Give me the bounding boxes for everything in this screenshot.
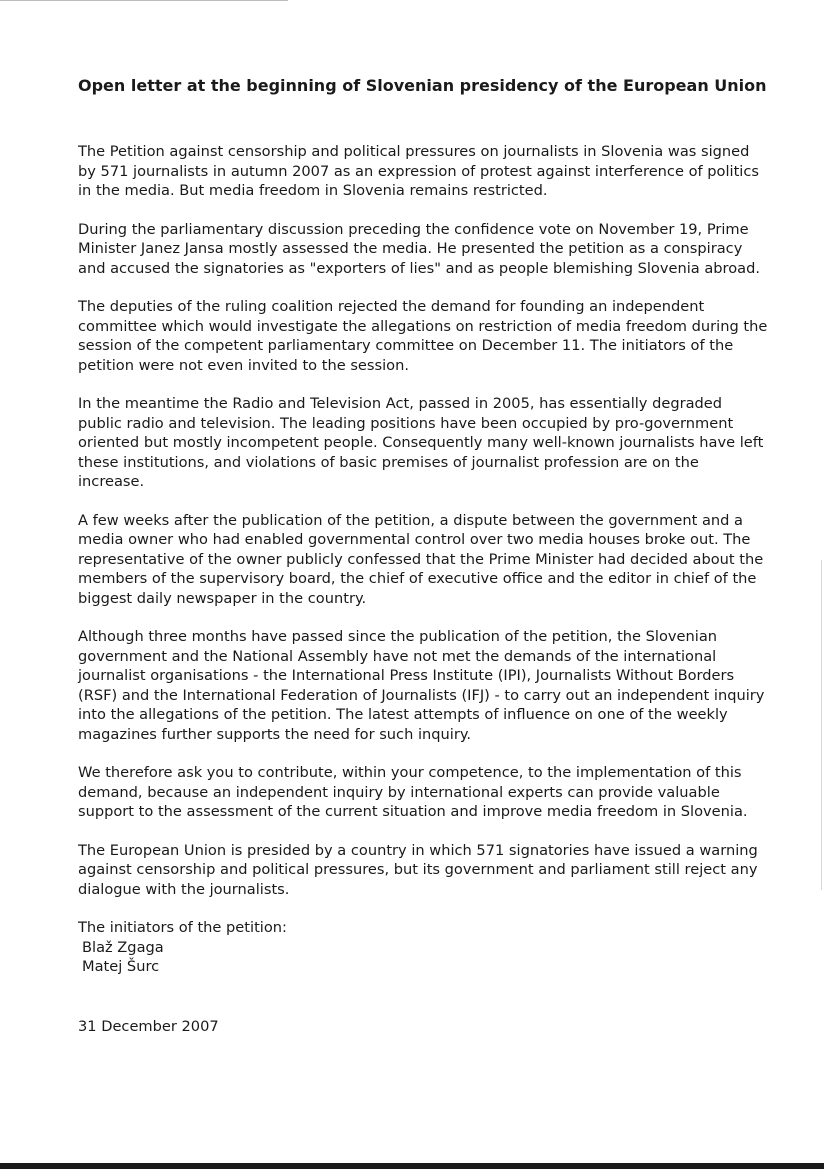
paragraph-media-dispute: A few weeks after the publication of the petition, a dispute between the government and a media owner who had enabled governmental control over two media houses broke out. The representative of the owner publicly confessed that the Prime Minister had decided about the members of the supervisory board, the chief of executive office and the editor in chief of the biggest daily newspaper in the country. xyxy=(78,511,764,607)
signature-intro: The initiators of the petition: xyxy=(78,919,287,936)
paragraph-request: We therefore ask you to contribute, within your competence, to the implementation of this demand, because an independent inquiry by international experts can provide valuable support to the assessment of the current situation and improve media freedom in Slovenia. xyxy=(78,764,748,820)
scan-artifact-bottom-edge xyxy=(0,1163,824,1169)
paragraph-rtv-act: In the meantime the Radio and Television Act, passed in 2005, has essentially degraded public radio and television. The leading positions have been occupied by pro-government oriented but mostly incompetent people. Consequently many well-known journalists have left these institutions, and violations of basic premises of journalist profession are on the increase. xyxy=(78,395,764,490)
paragraph-confidence-vote: During the parliamentary discussion preceding the confidence vote on November 19, Prime Minister Janez Jansa mostly assessed the media. He presented the petition as a conspiracy and accused the signatories as "exporters of lies" and as people blemishing Slovenia abroad. xyxy=(78,220,761,277)
paragraph-conclusion: The European Union is presided by a country in which 571 signatories have issued a warning against censorship and political pressures, but its government and parliament still reject any dialogue with the journalists. xyxy=(78,841,758,898)
scan-artifact-right-edge xyxy=(821,560,822,890)
signatory-name: Blaž Zgaga xyxy=(82,938,164,956)
letter-date: 31 December 2007 xyxy=(78,1017,219,1035)
signatory-name: Matej Šurc xyxy=(82,958,160,975)
paragraph-petition: The Petition against censorship and political pressures on journalists in Slovenia was signed by 571 journalists in autumn 2007 as an expression of protest against interference of politics in the media. But media freedom in Slovenia remains restricted. xyxy=(78,143,759,199)
open-letter xyxy=(78,76,768,1036)
paragraph-international-demands: Although three months have passed since the publication of the petition, the Slovenian government and the National Assembly have not met the demands of the international journalist organisations - the International Press Institute (IPI), Journalists Without Borders (RSF) and the International Federation of Journalists (IFJ) - to carry out an independent inquiry into the allegations of the petition. The latest attempts of influence on one of the weekly magazines further supports the need for such inquiry. xyxy=(78,628,765,743)
letter-title: Open letter at the beginning of Slovenian presidency of the European Union xyxy=(78,76,767,95)
signature-block xyxy=(78,918,768,977)
paragraph-committee: The deputies of the ruling coalition rejected the demand for founding an independent committee which would investigate the allegations on restriction of media freedom during the session of the competent parliamentary committee on December 11. The initiators of the petition were not even invited to the session. xyxy=(78,298,768,374)
scan-artifact-top-line xyxy=(0,0,288,1)
